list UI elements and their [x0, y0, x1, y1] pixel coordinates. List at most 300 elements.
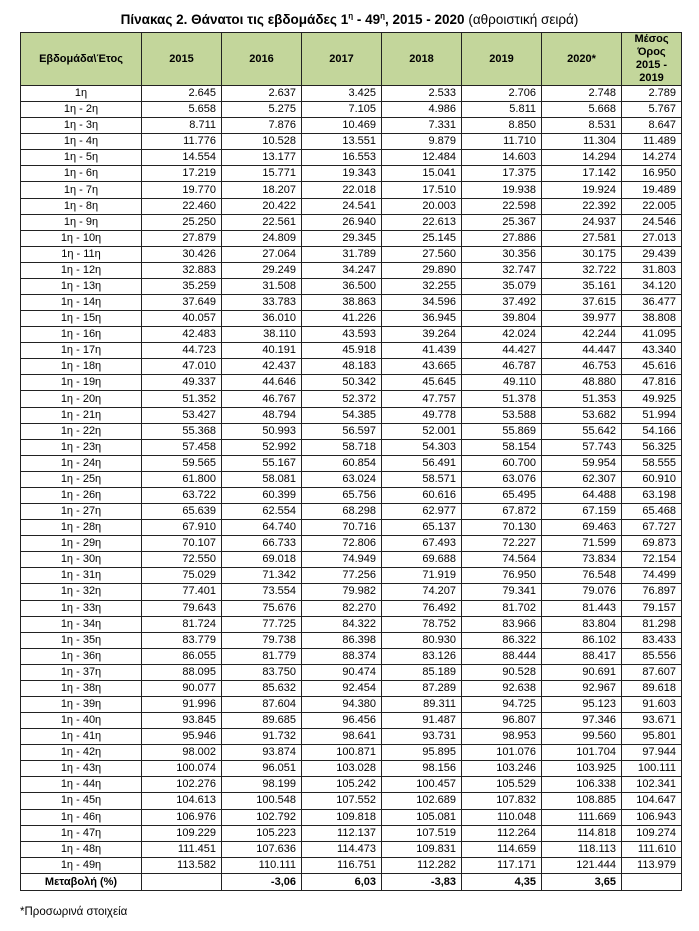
value-cell: 79.157 [622, 600, 682, 616]
value-cell: 100.871 [302, 745, 382, 761]
value-cell: 59.954 [542, 455, 622, 471]
value-cell: 60.910 [622, 471, 682, 487]
table-row [21, 423, 682, 439]
value-cell: 61.800 [142, 471, 222, 487]
table-row [21, 600, 682, 616]
value-cell: 109.229 [142, 825, 222, 841]
week-cell: 1η - 41η [21, 729, 142, 745]
value-cell: 81.779 [222, 648, 302, 664]
change-cell [622, 873, 682, 890]
value-cell: 16.553 [302, 150, 382, 166]
table-row [21, 680, 682, 696]
value-cell: 19.924 [542, 182, 622, 198]
value-cell: 55.869 [462, 423, 542, 439]
table-row [21, 729, 682, 745]
value-cell: 31.508 [222, 278, 302, 294]
value-cell: 92.967 [542, 680, 622, 696]
value-cell: 107.519 [382, 825, 462, 841]
value-cell: 49.925 [622, 391, 682, 407]
change-cell: 6,03 [302, 873, 382, 890]
value-cell: 64.740 [222, 520, 302, 536]
value-cell: 29.345 [302, 230, 382, 246]
value-cell: 38.863 [302, 295, 382, 311]
value-cell: 102.341 [622, 777, 682, 793]
table-row [21, 246, 682, 262]
value-cell: 30.426 [142, 246, 222, 262]
value-cell: 93.671 [622, 713, 682, 729]
value-cell: 86.102 [542, 632, 622, 648]
week-cell: 1η - 38η [21, 680, 142, 696]
value-cell: 84.322 [302, 616, 382, 632]
value-cell: 100.457 [382, 777, 462, 793]
value-cell: 3.425 [302, 86, 382, 102]
value-cell: 108.885 [542, 793, 622, 809]
value-cell: 66.733 [222, 536, 302, 552]
week-cell: 1η - 40η [21, 713, 142, 729]
value-cell: 82.270 [302, 600, 382, 616]
value-cell: 98.953 [462, 729, 542, 745]
week-cell: 1η - 7η [21, 182, 142, 198]
value-cell: 96.456 [302, 713, 382, 729]
value-cell: 41.439 [382, 343, 462, 359]
value-cell: 39.977 [542, 311, 622, 327]
week-cell: 1η - 30η [21, 552, 142, 568]
value-cell: 31.803 [622, 262, 682, 278]
value-cell: 8.531 [542, 118, 622, 134]
value-cell: 90.077 [142, 680, 222, 696]
value-cell: 46.753 [542, 359, 622, 375]
value-cell: 22.460 [142, 198, 222, 214]
value-cell: 36.500 [302, 278, 382, 294]
value-cell: 85.632 [222, 680, 302, 696]
value-cell: 67.159 [542, 504, 622, 520]
table-row [21, 648, 682, 664]
value-cell: 47.010 [142, 359, 222, 375]
value-cell: 36.945 [382, 311, 462, 327]
value-cell: 76.548 [542, 568, 622, 584]
value-cell: 96.051 [222, 761, 302, 777]
value-cell: 37.492 [462, 295, 542, 311]
table-row [21, 777, 682, 793]
week-cell: 1η - 11η [21, 246, 142, 262]
value-cell: 104.647 [622, 793, 682, 809]
week-cell: 1η - 48η [21, 841, 142, 857]
title-note: (αθροιστική σειρά) [464, 12, 579, 27]
value-cell: 13.551 [302, 134, 382, 150]
week-cell: 1η - 36η [21, 648, 142, 664]
value-cell: 31.789 [302, 246, 382, 262]
week-cell: 1η - 9η [21, 214, 142, 230]
value-cell: 70.130 [462, 520, 542, 536]
week-cell: 1η - 31η [21, 568, 142, 584]
table-row [21, 439, 682, 455]
value-cell: 110.111 [222, 857, 302, 873]
deaths-table [20, 32, 682, 891]
table-body [21, 86, 682, 874]
value-cell: 57.743 [542, 439, 622, 455]
value-cell: 35.259 [142, 278, 222, 294]
value-cell: 5.658 [142, 102, 222, 118]
value-cell: 105.223 [222, 825, 302, 841]
title-middle: - 49 [353, 12, 381, 27]
table-row [21, 825, 682, 841]
value-cell: 22.561 [222, 214, 302, 230]
value-cell: 50.342 [302, 375, 382, 391]
table-row [21, 311, 682, 327]
value-cell: 81.298 [622, 616, 682, 632]
week-cell: 1η - 44η [21, 777, 142, 793]
value-cell: 118.113 [542, 841, 622, 857]
value-cell: 60.854 [302, 455, 382, 471]
value-cell: 67.727 [622, 520, 682, 536]
value-cell: 103.246 [462, 761, 542, 777]
value-cell: 8.647 [622, 118, 682, 134]
change-cell [142, 873, 222, 890]
table-row [21, 102, 682, 118]
value-cell: 83.804 [542, 616, 622, 632]
value-cell: 14.274 [622, 150, 682, 166]
value-cell: 5.811 [462, 102, 542, 118]
value-cell: 69.463 [542, 520, 622, 536]
value-cell: 54.385 [302, 407, 382, 423]
value-cell: 86.322 [462, 632, 542, 648]
value-cell: 11.710 [462, 134, 542, 150]
title-text [121, 12, 465, 27]
table-row [21, 713, 682, 729]
value-cell: 75.676 [222, 600, 302, 616]
value-cell: 4.986 [382, 102, 462, 118]
value-cell: 30.356 [462, 246, 542, 262]
value-cell: 55.368 [142, 423, 222, 439]
week-cell: 1η - 27η [21, 504, 142, 520]
value-cell: 81.443 [542, 600, 622, 616]
value-cell: 88.444 [462, 648, 542, 664]
value-cell: 14.294 [542, 150, 622, 166]
value-cell: 2.533 [382, 86, 462, 102]
value-cell: 53.427 [142, 407, 222, 423]
value-cell: 97.944 [622, 745, 682, 761]
value-cell: 53.588 [462, 407, 542, 423]
value-cell: 116.751 [302, 857, 382, 873]
header-col: 2020* [542, 33, 622, 86]
value-cell: 114.659 [462, 841, 542, 857]
value-cell: 107.832 [462, 793, 542, 809]
table-row [21, 134, 682, 150]
value-cell: 91.487 [382, 713, 462, 729]
value-cell: 88.417 [542, 648, 622, 664]
table-row [21, 568, 682, 584]
value-cell: 47.757 [382, 391, 462, 407]
value-cell: 25.250 [142, 214, 222, 230]
value-cell: 114.818 [542, 825, 622, 841]
week-cell: 1η - 18η [21, 359, 142, 375]
value-cell: 76.492 [382, 600, 462, 616]
value-cell: 5.668 [542, 102, 622, 118]
value-cell: 70.107 [142, 536, 222, 552]
value-cell: 7.876 [222, 118, 302, 134]
value-cell: 53.682 [542, 407, 622, 423]
value-cell: 19.489 [622, 182, 682, 198]
value-cell: 48.794 [222, 407, 302, 423]
value-cell: 91.996 [142, 696, 222, 712]
value-cell: 98.641 [302, 729, 382, 745]
value-cell: 89.311 [382, 696, 462, 712]
value-cell: 22.613 [382, 214, 462, 230]
value-cell: 79.076 [542, 584, 622, 600]
value-cell: 7.105 [302, 102, 382, 118]
value-cell: 69.688 [382, 552, 462, 568]
value-cell: 102.689 [382, 793, 462, 809]
value-cell: 49.337 [142, 375, 222, 391]
value-cell: 93.731 [382, 729, 462, 745]
value-cell: 87.604 [222, 696, 302, 712]
value-cell: 100.548 [222, 793, 302, 809]
value-cell: 114.473 [302, 841, 382, 857]
value-cell: 103.925 [542, 761, 622, 777]
title-sup-1: η [348, 11, 354, 21]
value-cell: 38.808 [622, 311, 682, 327]
value-cell: 56.597 [302, 423, 382, 439]
value-cell: 46.767 [222, 391, 302, 407]
value-cell: 42.024 [462, 327, 542, 343]
value-cell: 13.177 [222, 150, 302, 166]
value-cell: 22.005 [622, 198, 682, 214]
value-cell: 74.949 [302, 552, 382, 568]
value-cell: 2.645 [142, 86, 222, 102]
value-cell: 15.771 [222, 166, 302, 182]
value-cell: 10.528 [222, 134, 302, 150]
value-cell: 99.560 [542, 729, 622, 745]
value-cell: 38.110 [222, 327, 302, 343]
value-cell: 11.304 [542, 134, 622, 150]
week-cell: 1η - 14η [21, 295, 142, 311]
table-row [21, 552, 682, 568]
value-cell: 64.488 [542, 487, 622, 503]
table-row [21, 487, 682, 503]
week-cell: 1η - 45η [21, 793, 142, 809]
value-cell: 79.643 [142, 600, 222, 616]
value-cell: 92.638 [462, 680, 542, 696]
value-cell: 41.095 [622, 327, 682, 343]
value-cell: 67.910 [142, 520, 222, 536]
value-cell: 83.433 [622, 632, 682, 648]
value-cell: 37.615 [542, 295, 622, 311]
value-cell: 100.074 [142, 761, 222, 777]
value-cell: 106.943 [622, 809, 682, 825]
value-cell: 45.918 [302, 343, 382, 359]
value-cell: 112.264 [462, 825, 542, 841]
value-cell: 63.198 [622, 487, 682, 503]
change-cell: 3,65 [542, 873, 622, 890]
value-cell: 35.161 [542, 278, 622, 294]
table-row [21, 359, 682, 375]
value-cell: 20.003 [382, 198, 462, 214]
value-cell: 8.850 [462, 118, 542, 134]
value-cell: 86.398 [302, 632, 382, 648]
table-row [21, 182, 682, 198]
value-cell: 2.706 [462, 86, 542, 102]
value-cell: 90.691 [542, 664, 622, 680]
value-cell: 34.247 [302, 262, 382, 278]
value-cell: 58.571 [382, 471, 462, 487]
table-row [21, 857, 682, 873]
table-row [21, 471, 682, 487]
value-cell: 54.303 [382, 439, 462, 455]
value-cell: 5.275 [222, 102, 302, 118]
week-cell: 1η - 19η [21, 375, 142, 391]
value-cell: 93.874 [222, 745, 302, 761]
table-row [21, 214, 682, 230]
value-cell: 106.338 [542, 777, 622, 793]
value-cell: 100.111 [622, 761, 682, 777]
value-cell: 69.018 [222, 552, 302, 568]
value-cell: 24.809 [222, 230, 302, 246]
week-cell: 1η - 12η [21, 262, 142, 278]
value-cell: 112.282 [382, 857, 462, 873]
value-cell: 32.883 [142, 262, 222, 278]
value-cell: 17.510 [382, 182, 462, 198]
header-row [21, 33, 682, 86]
value-cell: 72.154 [622, 552, 682, 568]
table-row [21, 327, 682, 343]
value-cell: 35.079 [462, 278, 542, 294]
value-cell: 33.783 [222, 295, 302, 311]
value-cell: 94.725 [462, 696, 542, 712]
value-cell: 55.167 [222, 455, 302, 471]
value-cell: 32.255 [382, 278, 462, 294]
value-cell: 22.392 [542, 198, 622, 214]
value-cell: 109.818 [302, 809, 382, 825]
week-cell: 1η - 8η [21, 198, 142, 214]
week-cell: 1η - 21η [21, 407, 142, 423]
week-cell: 1η - 46η [21, 809, 142, 825]
value-cell: 42.483 [142, 327, 222, 343]
table-row [21, 841, 682, 857]
value-cell: 69.873 [622, 536, 682, 552]
title-prefix: Πίνακας 2. Θάνατοι τις εβδομάδες 1 [120, 12, 349, 27]
value-cell: 71.599 [542, 536, 622, 552]
value-cell: 73.554 [222, 584, 302, 600]
value-cell: 36.010 [222, 311, 302, 327]
value-cell: 88.374 [302, 648, 382, 664]
value-cell: 62.977 [382, 504, 462, 520]
value-cell: 48.183 [302, 359, 382, 375]
value-cell: 54.166 [622, 423, 682, 439]
table-row [21, 761, 682, 777]
value-cell: 95.946 [142, 729, 222, 745]
week-cell: 1η - 47η [21, 825, 142, 841]
value-cell: 79.341 [462, 584, 542, 600]
value-cell: 103.028 [302, 761, 382, 777]
value-cell: 58.555 [622, 455, 682, 471]
week-cell: 1η - 42η [21, 745, 142, 761]
value-cell: 88.095 [142, 664, 222, 680]
value-cell: 68.298 [302, 504, 382, 520]
value-cell: 89.685 [222, 713, 302, 729]
value-cell: 30.175 [542, 246, 622, 262]
week-cell: 1η - 10η [21, 230, 142, 246]
week-cell: 1η - 2η [21, 102, 142, 118]
value-cell: 90.528 [462, 664, 542, 680]
value-cell: 76.897 [622, 584, 682, 600]
value-cell: 51.378 [462, 391, 542, 407]
table-row [21, 407, 682, 423]
table-row [21, 278, 682, 294]
week-cell: 1η - 15η [21, 311, 142, 327]
table-row [21, 520, 682, 536]
header-col: 2016 [222, 33, 302, 86]
value-cell: 9.879 [382, 134, 462, 150]
value-cell: 5.767 [622, 102, 682, 118]
value-cell: 109.274 [622, 825, 682, 841]
value-cell: 52.372 [302, 391, 382, 407]
value-cell: 60.616 [382, 487, 462, 503]
table-row [21, 295, 682, 311]
value-cell: 95.123 [542, 696, 622, 712]
value-cell: 39.264 [382, 327, 462, 343]
value-cell: 10.469 [302, 118, 382, 134]
value-cell: 52.001 [382, 423, 462, 439]
change-cell: -3,83 [382, 873, 462, 890]
value-cell: 58.718 [302, 439, 382, 455]
value-cell: 62.554 [222, 504, 302, 520]
week-cell: 1η - 16η [21, 327, 142, 343]
value-cell: 2.789 [622, 86, 682, 102]
header-col: 2019 [462, 33, 542, 86]
value-cell: 25.367 [462, 214, 542, 230]
value-cell: 27.013 [622, 230, 682, 246]
title-suffix: , 2015 - 2020 [385, 12, 465, 27]
value-cell: 49.778 [382, 407, 462, 423]
value-cell: 101.704 [542, 745, 622, 761]
table-row [21, 809, 682, 825]
value-cell: 27.064 [222, 246, 302, 262]
value-cell: 45.645 [382, 375, 462, 391]
value-cell: 17.219 [142, 166, 222, 182]
value-cell: 17.142 [542, 166, 622, 182]
value-cell: 58.154 [462, 439, 542, 455]
value-cell: 41.226 [302, 311, 382, 327]
value-cell: 79.982 [302, 584, 382, 600]
week-cell: 1η - 20η [21, 391, 142, 407]
value-cell: 34.120 [622, 278, 682, 294]
value-cell: 29.439 [622, 246, 682, 262]
value-cell: 95.895 [382, 745, 462, 761]
value-cell: 25.145 [382, 230, 462, 246]
header-col: 2018 [382, 33, 462, 86]
value-cell: 8.711 [142, 118, 222, 134]
value-cell: 71.919 [382, 568, 462, 584]
value-cell: 110.048 [462, 809, 542, 825]
value-cell: 63.024 [302, 471, 382, 487]
value-cell: 20.422 [222, 198, 302, 214]
value-cell: 105.529 [462, 777, 542, 793]
value-cell: 80.930 [382, 632, 462, 648]
table-row [21, 745, 682, 761]
value-cell: 48.880 [542, 375, 622, 391]
value-cell: 102.276 [142, 777, 222, 793]
change-cell: 4,35 [462, 873, 542, 890]
value-cell: 40.191 [222, 343, 302, 359]
table-row [21, 375, 682, 391]
value-cell: 98.002 [142, 745, 222, 761]
week-cell: 1η - 29η [21, 536, 142, 552]
week-cell: 1η - 26η [21, 487, 142, 503]
table-row [21, 616, 682, 632]
table-row [21, 150, 682, 166]
value-cell: 96.807 [462, 713, 542, 729]
value-cell: 65.468 [622, 504, 682, 520]
